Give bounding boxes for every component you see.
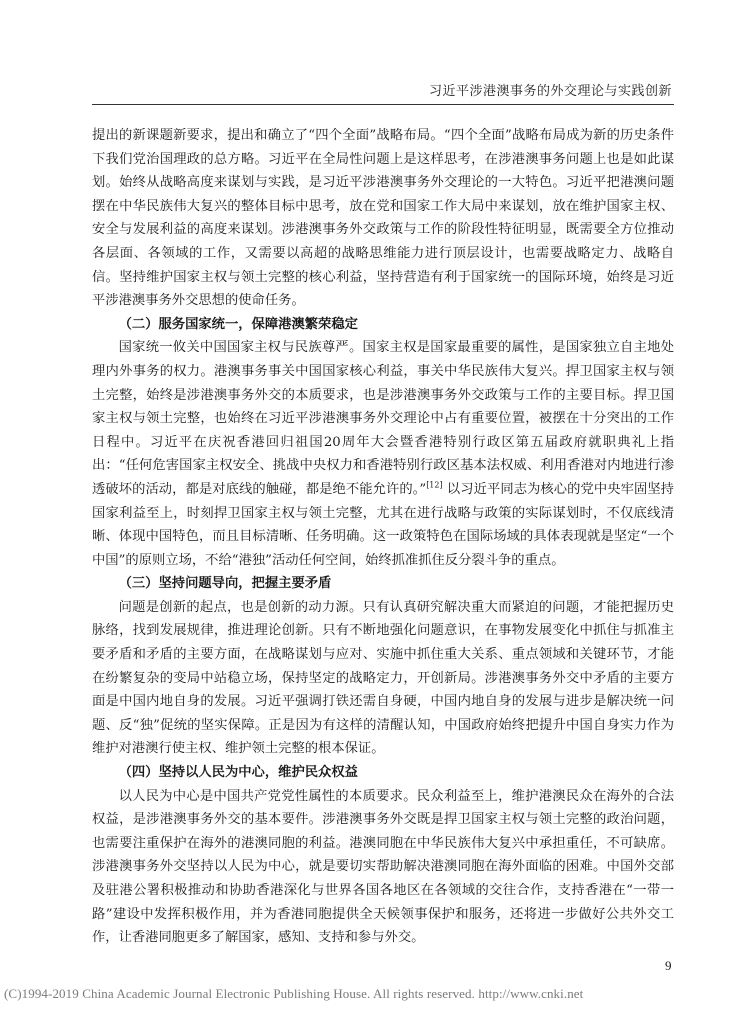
section-2-text-a: 国家统一攸关中国国家主权与民族尊严。国家主权是国家最重要的属性，是国家独立自主地处理内外事务的权力。港澳事务事关中国国家核心利益，事关中华民族伟大复兴。捍卫国家主权与领土完整，始终是涉港澳事务外交的本质要求，也是涉港澳事务外交政策与工作的主要目标。捍卫国家主权与领土完整，也始终在习近平涉港澳事务外交理论中占有重要位置，被摆在十分突出的工作日程中。习近平在庆祝香港回归祖国20周年大会暨香港特别行政区第五届政府就职典礼上指出：“任何危害国家主权安全、挑战中央权力和香港特别行政区基本法权威、利用香港对内地进行渗透破坏的活动，都是对底线的触碰，都是绝不能允许的。”	[92, 340, 674, 497]
section-2-paragraph	[92, 336, 674, 572]
page-number: 9	[665, 958, 672, 973]
section-heading-4: （四）坚持以人民为中心，维护民众权益	[118, 765, 358, 781]
section-heading-2: （二）服务国家统一，保障港澳繁荣稳定	[118, 316, 358, 332]
running-header: 习近平涉港澳事务的外交理论与实践创新	[428, 84, 672, 99]
header-rule	[92, 104, 674, 105]
section-4-paragraph: 以人民为中心是中国共产党党性属性的本质要求。民众利益至上，维护港澳民众在海外的合法权益，是涉港澳事务外交的基本要件。涉港澳事务外交既是捍卫国家主权与领土完整的政治问题，也需要注重保护在海外的港澳同胞的利益。港澳同胞在中华民族伟大复兴中承担重任，不可缺席。涉港澳事务外交坚持以人民为中心，就是要切实帮助解决港澳同胞在海外面临的困难。中国外交部及驻港公署积极推动和协助香港深化与世界各国各地区在各领域的交往合作，支持香港在“一带一路”建设中发挥积极作用，并为香港同胞提供全天候领事保护和服务，还将进一步做好公共外交工作，让香港同胞更多了解国家，感知、支持和参与外交。	[92, 788, 674, 946]
copyright-footer: (C)1994-2019 China Academic Journal Electronic Publishing House. All rights reserved. http://www.cnki.net	[4, 986, 584, 1001]
article-body	[92, 124, 674, 950]
section-2-text-b: 以习近平同志为核心的党中央牢固坚持国家利益至上，时刻捍卫国家主权与领土完整，尤其在进行战略与政策的实际谋划时，不仅底线清晰、体现中国特色，而且目标清晰、任务明确。这一政策特色在国际场域的具体表现就是坚定“一个中国”的原则立场，不给“港独”活动任何空间，始终抓准抓住反分裂斗争的重点。	[92, 481, 674, 568]
section-3-paragraph: 问题是创新的起点，也是创新的动力源。只有认真研究解决重大而紧迫的问题，才能把握历史脉络，找到发展规律，推进理论创新。只有不断地强化问题意识，在事物发展变化中抓住与抓准主要矛盾和矛盾的主要方面，在战略谋划与应对、实施中抓住重大关系、重点领域和关键环节，才能在纷繁复杂的变局中站稳立场，保持坚定的战略定力，开创新局。涉港澳事务外交中矛盾的主要方面是中国内地自身的发展。习近平强调打铁还需自身硬，中国内地自身的发展与进步是解决统一问题、反“独”促统的坚实保障。正是因为有这样的清醒认知，中国政府始终把提升中国自身实力作为维护对港澳行使主权、维护领土完整的根本保证。	[92, 599, 674, 757]
intro-paragraph: 提出的新课题新要求，提出和确立了“四个全面”战略布局。“四个全面”战略布局成为新的历史条件下我们党治国理政的总方略。习近平在全局性问题上是这样思考，在涉港澳事务问题上也是如此谋划。始终从战略高度来谋划与实践，是习近平涉港澳事务外交理论的一大特色。习近平把港澳问题摆在中华民族伟大复兴的整体目标中思考，放在党和国家工作大局中来谋划，放在维护国家主权、安全与发展利益的高度来谋划。涉港澳事务外交政策与工作的阶段性特征明显，既需要全方位推动各层面、各领域的工作，又需要以高超的战略思维能力进行顶层设计，也需要战略定力、战略自信。坚持维护国家主权与领土完整的核心利益，坚持营造有利于国家统一的国际环境，始终是习近平涉港澳事务外交思想的使命任务。	[92, 128, 674, 309]
section-heading-3: （三）坚持问题导向，把握主要矛盾	[118, 576, 332, 592]
citation-marker: [12]	[426, 480, 443, 490]
